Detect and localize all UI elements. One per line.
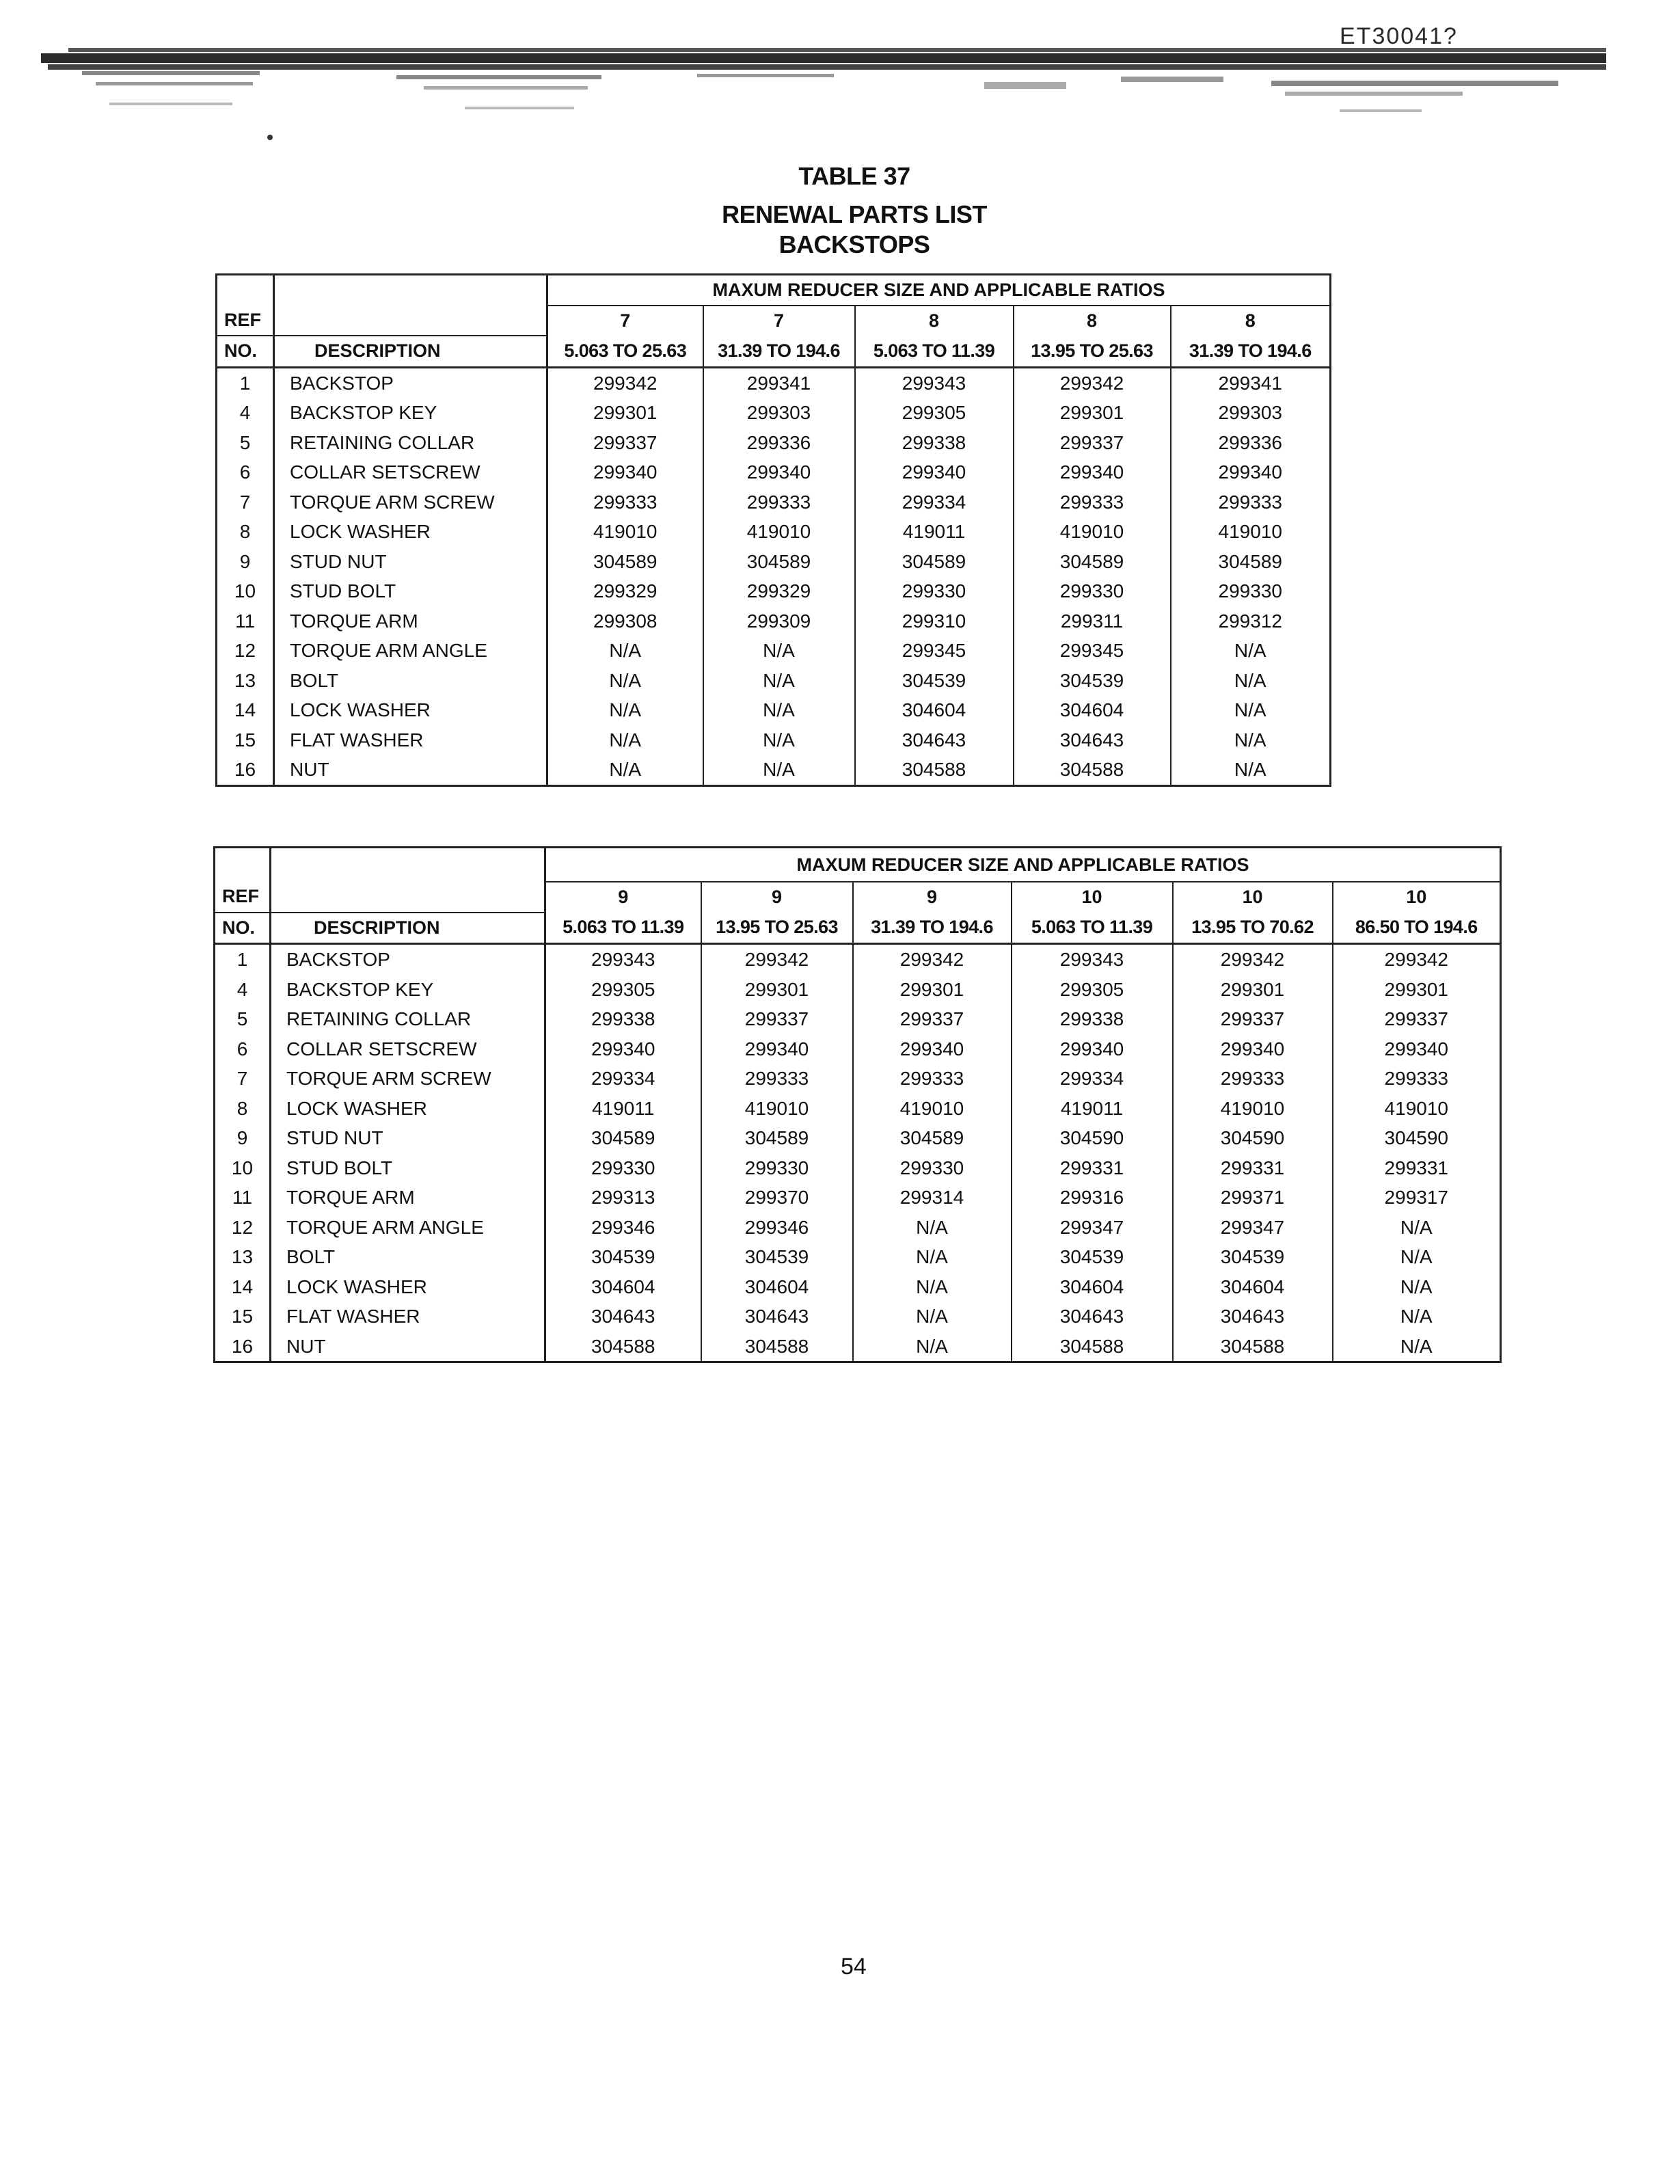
part-number-cell: 304589: [703, 547, 855, 577]
part-number-cell: 299333: [1333, 1064, 1501, 1094]
part-description: BOLT: [274, 666, 547, 696]
part-number-cell: 299330: [1171, 576, 1331, 606]
part-number-cell: 304589: [701, 1123, 853, 1153]
table-row: [217, 606, 1331, 636]
ref-header-bottom: NO.: [217, 336, 274, 367]
part-number-cell: 304643: [1173, 1302, 1333, 1332]
part-number-cell: N/A: [1333, 1272, 1501, 1302]
table-row: [215, 944, 1501, 975]
part-number-cell: 299342: [1173, 944, 1333, 975]
ref-number: 9: [217, 547, 274, 577]
part-number-cell: 299340: [545, 1034, 701, 1064]
part-number-cell: 299340: [853, 1034, 1012, 1064]
size-header: 8: [1171, 306, 1331, 336]
table-row: [215, 1272, 1501, 1302]
part-number-cell: 299301: [1173, 975, 1333, 1005]
size-header: 8: [855, 306, 1014, 336]
part-number-cell: 304643: [701, 1302, 853, 1332]
part-number-cell: N/A: [1171, 755, 1331, 785]
part-number-cell: 299333: [853, 1064, 1012, 1094]
ref-number: 7: [215, 1064, 271, 1094]
part-number-cell: 304539: [1014, 666, 1171, 696]
part-description: TORQUE ARM: [271, 1183, 545, 1213]
part-number-cell: 304643: [1012, 1302, 1173, 1332]
part-number-cell: N/A: [1171, 695, 1331, 725]
part-number-cell: 304588: [855, 755, 1014, 785]
part-number-cell: 304589: [545, 1123, 701, 1153]
ratio-header: 31.39 TO 194.6: [853, 913, 1012, 944]
part-number-cell: N/A: [703, 636, 855, 666]
part-number-cell: 299343: [545, 944, 701, 975]
size-header: 10: [1012, 882, 1173, 913]
part-description: LOCK WASHER: [271, 1272, 545, 1302]
part-number-cell: N/A: [703, 725, 855, 755]
part-number-cell: 299334: [545, 1064, 701, 1094]
parts-table-sizes-9-10: [213, 846, 1502, 1363]
page-number: 54: [841, 1954, 867, 1980]
table-row: [217, 428, 1331, 458]
part-number-cell: 299340: [1014, 457, 1171, 487]
table-row: [215, 1004, 1501, 1034]
part-number-cell: 299312: [1171, 606, 1331, 636]
part-number-cell: 419010: [1171, 517, 1331, 547]
description-header: DESCRIPTION: [274, 336, 547, 367]
ref-number: 11: [217, 606, 274, 636]
part-description: LOCK WASHER: [274, 517, 547, 547]
part-description: TORQUE ARM SCREW: [271, 1064, 545, 1094]
part-number-cell: 419010: [1333, 1094, 1501, 1124]
ref-number: 6: [217, 457, 274, 487]
part-number-cell: 304588: [1012, 1332, 1173, 1362]
part-number-cell: N/A: [547, 755, 703, 785]
ref-number: 15: [215, 1302, 271, 1332]
part-number-cell: 304589: [1014, 547, 1171, 577]
part-number-cell: N/A: [1333, 1302, 1501, 1332]
ratio-header: 13.95 TO 25.63: [1014, 336, 1171, 367]
part-number-cell: 299371: [1173, 1183, 1333, 1213]
part-number-cell: 299338: [545, 1004, 701, 1034]
parts-table-sizes-7-8: [215, 273, 1331, 787]
part-number-cell: 299337: [1173, 1004, 1333, 1034]
ratio-header: 13.95 TO 25.63: [701, 913, 853, 944]
ref-number: 15: [217, 725, 274, 755]
part-number-cell: 304589: [855, 547, 1014, 577]
part-number-cell: 304590: [1012, 1123, 1173, 1153]
ratio-header: 5.063 TO 11.39: [545, 913, 701, 944]
part-number-cell: N/A: [853, 1302, 1012, 1332]
part-number-cell: 419010: [701, 1094, 853, 1124]
table-row: [215, 1302, 1501, 1332]
group-header: MAXUM REDUCER SIZE AND APPLICABLE RATIOS: [547, 275, 1331, 306]
ratio-header: 31.39 TO 194.6: [1171, 336, 1331, 367]
ratio-header: 5.063 TO 11.39: [1012, 913, 1173, 944]
part-number-cell: 299336: [703, 428, 855, 458]
ref-number: 5: [215, 1004, 271, 1034]
part-number-cell: 299331: [1333, 1153, 1501, 1183]
part-number-cell: 299346: [701, 1213, 853, 1243]
table-number: TABLE 37: [798, 162, 910, 190]
table-row: [217, 367, 1331, 398]
part-number-cell: 299303: [703, 398, 855, 428]
table-row: [215, 975, 1501, 1005]
part-number-cell: N/A: [703, 755, 855, 785]
part-number-cell: 304589: [547, 547, 703, 577]
part-description: NUT: [274, 755, 547, 785]
part-number-cell: 299313: [545, 1183, 701, 1213]
part-description: NUT: [271, 1332, 545, 1362]
part-number-cell: 299334: [855, 487, 1014, 517]
title-backstops: BACKSTOPS: [778, 230, 930, 258]
ratio-header: 5.063 TO 11.39: [855, 336, 1014, 367]
part-number-cell: 299333: [701, 1064, 853, 1094]
ref-header-bottom: NO.: [215, 913, 271, 944]
part-number-cell: 299333: [703, 487, 855, 517]
part-number-cell: 304643: [545, 1302, 701, 1332]
part-number-cell: 304604: [545, 1272, 701, 1302]
part-number-cell: 419010: [1014, 517, 1171, 547]
ref-number: 12: [217, 636, 274, 666]
ref-number: 10: [217, 576, 274, 606]
part-number-cell: 299330: [853, 1153, 1012, 1183]
part-number-cell: 304588: [1014, 755, 1171, 785]
part-number-cell: 299340: [701, 1034, 853, 1064]
part-number-cell: 304588: [1173, 1332, 1333, 1362]
table-row: [217, 576, 1331, 606]
part-number-cell: 299301: [853, 975, 1012, 1005]
part-number-cell: 304589: [853, 1123, 1012, 1153]
part-description: BACKSTOP KEY: [271, 975, 545, 1005]
part-description: COLLAR SETSCREW: [274, 457, 547, 487]
part-number-cell: 299317: [1333, 1183, 1501, 1213]
part-number-cell: 299337: [1333, 1004, 1501, 1034]
part-description: FLAT WASHER: [271, 1302, 545, 1332]
part-number-cell: 304590: [1173, 1123, 1333, 1153]
part-number-cell: 299343: [1012, 944, 1173, 975]
part-number-cell: 299340: [1173, 1034, 1333, 1064]
part-number-cell: 299337: [701, 1004, 853, 1034]
part-number-cell: 299337: [1014, 428, 1171, 458]
size-header: 9: [545, 882, 701, 913]
table-row: [217, 517, 1331, 547]
part-description: BACKSTOP: [274, 367, 547, 398]
part-number-cell: 299342: [853, 944, 1012, 975]
part-number-cell: 299331: [1012, 1153, 1173, 1183]
ref-number: 8: [215, 1094, 271, 1124]
part-number-cell: 304539: [1173, 1242, 1333, 1272]
ref-number: 10: [215, 1153, 271, 1183]
part-number-cell: 299311: [1014, 606, 1171, 636]
part-number-cell: 299342: [1333, 944, 1501, 975]
part-number-cell: 299330: [545, 1153, 701, 1183]
part-number-cell: 299309: [703, 606, 855, 636]
ref-number: 12: [215, 1213, 271, 1243]
part-number-cell: 299340: [855, 457, 1014, 487]
part-number-cell: 299303: [1171, 398, 1331, 428]
part-description: BOLT: [271, 1242, 545, 1272]
part-description: TORQUE ARM SCREW: [274, 487, 547, 517]
part-number-cell: 299314: [853, 1183, 1012, 1213]
part-description: RETAINING COLLAR: [271, 1004, 545, 1034]
part-number-cell: N/A: [853, 1213, 1012, 1243]
part-number-cell: N/A: [547, 695, 703, 725]
part-number-cell: 419010: [547, 517, 703, 547]
table-row: [215, 1153, 1501, 1183]
part-description: STUD NUT: [274, 547, 547, 577]
size-header: 10: [1333, 882, 1501, 913]
part-number-cell: N/A: [853, 1332, 1012, 1362]
part-number-cell: N/A: [547, 636, 703, 666]
part-description: STUD BOLT: [274, 576, 547, 606]
ref-header-top: REF: [217, 306, 274, 336]
table-row: [215, 1064, 1501, 1094]
part-number-cell: N/A: [703, 695, 855, 725]
table-row: [215, 1034, 1501, 1064]
part-number-cell: N/A: [547, 666, 703, 696]
part-number-cell: N/A: [1333, 1213, 1501, 1243]
part-number-cell: 299305: [1012, 975, 1173, 1005]
ref-number: 5: [217, 428, 274, 458]
ref-number: 11: [215, 1183, 271, 1213]
table-row: [215, 1183, 1501, 1213]
table-row: [215, 1123, 1501, 1153]
part-number-cell: 299329: [547, 576, 703, 606]
part-number-cell: 304589: [1171, 547, 1331, 577]
part-number-cell: N/A: [1333, 1332, 1501, 1362]
size-header: 9: [701, 882, 853, 913]
ratio-header: 13.95 TO 70.62: [1173, 913, 1333, 944]
part-description: BACKSTOP: [271, 944, 545, 975]
part-number-cell: 304604: [1173, 1272, 1333, 1302]
ref-number: 16: [215, 1332, 271, 1362]
size-header: 10: [1173, 882, 1333, 913]
part-number-cell: 299330: [701, 1153, 853, 1183]
part-number-cell: 304539: [1012, 1242, 1173, 1272]
table-row: [217, 695, 1331, 725]
table-row: [217, 457, 1331, 487]
part-number-cell: N/A: [1171, 725, 1331, 755]
part-number-cell: N/A: [853, 1272, 1012, 1302]
ratio-header: 86.50 TO 194.6: [1333, 913, 1501, 944]
ref-number: 4: [215, 975, 271, 1005]
part-number-cell: 299331: [1173, 1153, 1333, 1183]
part-number-cell: 419011: [1012, 1094, 1173, 1124]
part-number-cell: 299333: [1014, 487, 1171, 517]
ref-number: 13: [215, 1242, 271, 1272]
part-number-cell: 299347: [1012, 1213, 1173, 1243]
size-header: 7: [703, 306, 855, 336]
part-number-cell: 299336: [1171, 428, 1331, 458]
part-number-cell: 299340: [1333, 1034, 1501, 1064]
part-number-cell: 304590: [1333, 1123, 1501, 1153]
ref-number: 8: [217, 517, 274, 547]
header-document-code: ET30041?: [1340, 23, 1458, 49]
part-number-cell: 299341: [1171, 367, 1331, 398]
part-number-cell: N/A: [853, 1242, 1012, 1272]
part-number-cell: 299345: [855, 636, 1014, 666]
group-header: MAXUM REDUCER SIZE AND APPLICABLE RATIOS: [545, 848, 1501, 882]
table-row: [217, 725, 1331, 755]
ref-number: 6: [215, 1034, 271, 1064]
part-number-cell: 299329: [703, 576, 855, 606]
ref-number: 9: [215, 1123, 271, 1153]
part-number-cell: 304539: [545, 1242, 701, 1272]
part-number-cell: 299308: [547, 606, 703, 636]
part-number-cell: 304539: [855, 666, 1014, 696]
part-description: RETAINING COLLAR: [274, 428, 547, 458]
part-number-cell: 299333: [1173, 1064, 1333, 1094]
part-number-cell: N/A: [1333, 1242, 1501, 1272]
size-header: 9: [853, 882, 1012, 913]
part-number-cell: 304643: [855, 725, 1014, 755]
ref-number: 4: [217, 398, 274, 428]
part-number-cell: 299343: [855, 367, 1014, 398]
ratio-header: 5.063 TO 25.63: [547, 336, 703, 367]
table-row: [215, 1213, 1501, 1243]
part-number-cell: 299333: [547, 487, 703, 517]
part-number-cell: 299370: [701, 1183, 853, 1213]
part-number-cell: N/A: [547, 725, 703, 755]
part-number-cell: 419011: [545, 1094, 701, 1124]
table-row: [215, 1094, 1501, 1124]
table-row: [217, 666, 1331, 696]
part-number-cell: 299346: [545, 1213, 701, 1243]
part-number-cell: N/A: [703, 666, 855, 696]
part-description: TORQUE ARM: [274, 606, 547, 636]
part-number-cell: 304539: [701, 1242, 853, 1272]
part-number-cell: 299333: [1171, 487, 1331, 517]
part-number-cell: 304604: [1014, 695, 1171, 725]
part-number-cell: 299310: [855, 606, 1014, 636]
table-row: [215, 1242, 1501, 1272]
table-row: [217, 636, 1331, 666]
ref-number: 14: [215, 1272, 271, 1302]
part-number-cell: 299337: [853, 1004, 1012, 1034]
part-number-cell: N/A: [1171, 636, 1331, 666]
title-renewal-parts-list: RENEWAL PARTS LIST: [722, 200, 987, 228]
part-number-cell: 299340: [703, 457, 855, 487]
table-row: [217, 487, 1331, 517]
size-header: 8: [1014, 306, 1171, 336]
part-description: STUD NUT: [271, 1123, 545, 1153]
ref-number: 14: [217, 695, 274, 725]
part-number-cell: 304604: [701, 1272, 853, 1302]
part-number-cell: N/A: [1171, 666, 1331, 696]
part-number-cell: 299330: [1014, 576, 1171, 606]
part-number-cell: 299340: [1012, 1034, 1173, 1064]
part-description: LOCK WASHER: [274, 695, 547, 725]
part-number-cell: 299305: [855, 398, 1014, 428]
ref-number: 7: [217, 487, 274, 517]
ref-number: 1: [217, 367, 274, 398]
part-number-cell: 299301: [1333, 975, 1501, 1005]
part-number-cell: 304604: [1012, 1272, 1173, 1302]
part-number-cell: 299301: [1014, 398, 1171, 428]
part-number-cell: 299347: [1173, 1213, 1333, 1243]
part-number-cell: 299330: [855, 576, 1014, 606]
part-description: TORQUE ARM ANGLE: [274, 636, 547, 666]
ref-number: 13: [217, 666, 274, 696]
title-block: [0, 157, 1680, 264]
part-description: COLLAR SETSCREW: [271, 1034, 545, 1064]
description-header: DESCRIPTION: [271, 913, 545, 944]
part-description: STUD BOLT: [271, 1153, 545, 1183]
part-number-cell: 299342: [701, 944, 853, 975]
part-number-cell: 299316: [1012, 1183, 1173, 1213]
table-row: [215, 1332, 1501, 1362]
table-row: [217, 398, 1331, 428]
part-number-cell: 299301: [547, 398, 703, 428]
ref-header-top: REF: [215, 882, 271, 913]
part-number-cell: 304643: [1014, 725, 1171, 755]
part-number-cell: 299340: [1171, 457, 1331, 487]
part-number-cell: 299334: [1012, 1064, 1173, 1094]
part-description: BACKSTOP KEY: [274, 398, 547, 428]
ratio-header: 31.39 TO 194.6: [703, 336, 855, 367]
part-number-cell: 304604: [855, 695, 1014, 725]
ref-number: 1: [215, 944, 271, 975]
part-number-cell: 299338: [855, 428, 1014, 458]
ref-number: 16: [217, 755, 274, 785]
part-number-cell: 299342: [1014, 367, 1171, 398]
part-number-cell: 299301: [701, 975, 853, 1005]
part-number-cell: 304588: [701, 1332, 853, 1362]
part-number-cell: 299341: [703, 367, 855, 398]
part-number-cell: 299345: [1014, 636, 1171, 666]
table-row: [217, 755, 1331, 785]
part-number-cell: 299305: [545, 975, 701, 1005]
part-number-cell: 299342: [547, 367, 703, 398]
part-number-cell: 299340: [547, 457, 703, 487]
part-number-cell: 299337: [547, 428, 703, 458]
part-number-cell: 304588: [545, 1332, 701, 1362]
table-row: [217, 547, 1331, 577]
part-description: TORQUE ARM ANGLE: [271, 1213, 545, 1243]
part-number-cell: 419010: [703, 517, 855, 547]
part-number-cell: 419010: [1173, 1094, 1333, 1124]
part-number-cell: 419010: [853, 1094, 1012, 1124]
part-number-cell: 299338: [1012, 1004, 1173, 1034]
part-description: FLAT WASHER: [274, 725, 547, 755]
size-header: 7: [547, 306, 703, 336]
part-description: LOCK WASHER: [271, 1094, 545, 1124]
part-number-cell: 419011: [855, 517, 1014, 547]
